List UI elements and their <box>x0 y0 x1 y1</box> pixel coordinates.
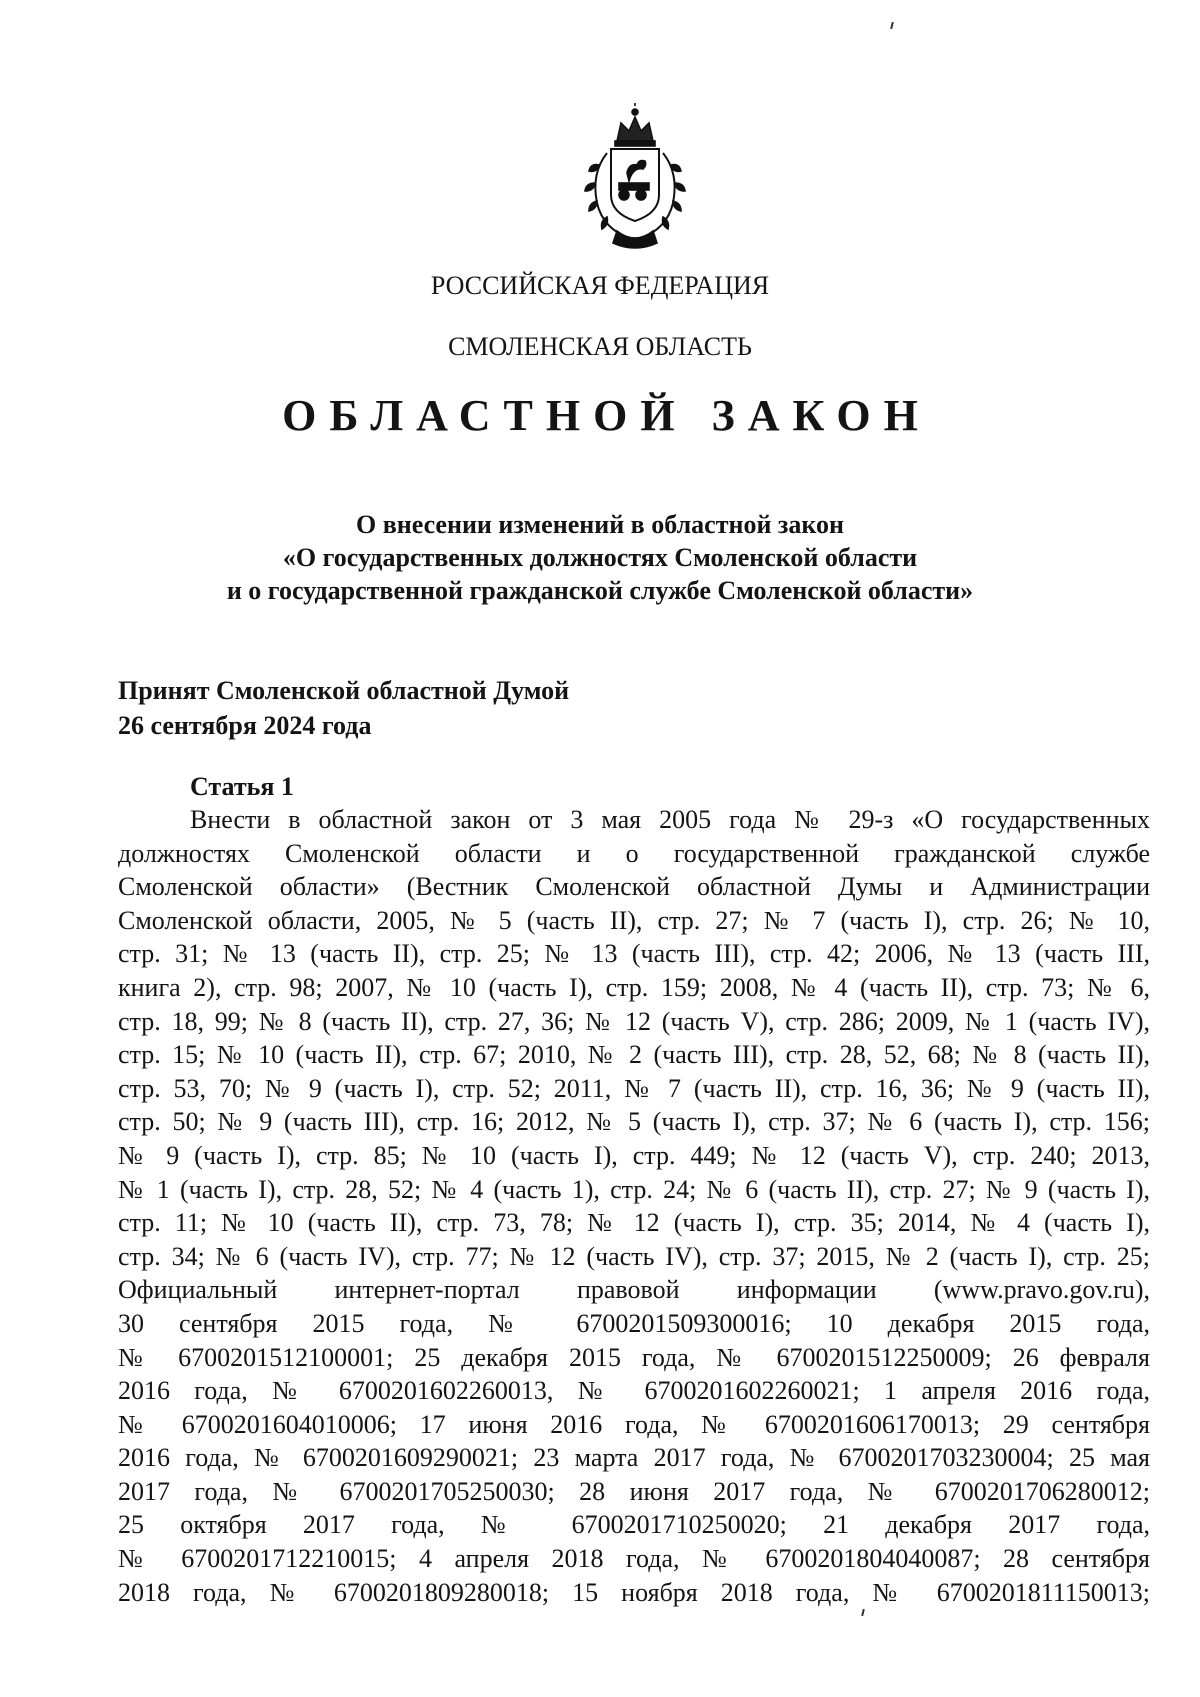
region-heading: СМОЛЕНСКАЯ ОБЛАСТЬ <box>448 332 752 361</box>
article-text-line: стр. 18, 99; № 8 (часть II), стр. 27, 36; № 12 (часть V), стр. 286; 2009, № 1 (часть IV), <box>118 1006 1150 1036</box>
article-text-line: стр. 11; № 10 (часть II), стр. 73, 78; № 12 (часть I), стр. 35; 2014, № 4 (часть I), <box>118 1208 1150 1238</box>
document-type-heading: ОБЛАСТНОЙ ЗАКОН <box>282 391 931 440</box>
article-text-line: 25 октября 2017 года, № 6700201710250020; 21 декабря 2017 года, <box>118 1510 1150 1540</box>
adoption-date: 26 сентября 2024 года <box>118 711 372 740</box>
article-heading: Статья 1 <box>190 772 294 801</box>
article-text-line: Смоленской области, 2005, № 5 (часть II), стр. 27; № 7 (часть I), стр. 26; № 10, <box>118 905 1150 935</box>
article-text-line: № 6700201712210015; 4 апреля 2018 года, № 6700201804040087; 28 сентября <box>118 1544 1150 1574</box>
country-heading: РОССИЙСКАЯ ФЕДЕРАЦИЯ <box>430 271 770 300</box>
article-text-line: должностях Смоленской области и о государственной гражданской службе <box>118 838 1150 868</box>
article-text-line: 2016 года, № 6700201609290021; 23 марта 2017 года, № 6700201703230004; 25 мая <box>118 1443 1150 1473</box>
article-text-line: 30 сентября 2015 года, № 6700201509300016; 10 декабря 2015 года, <box>118 1308 1150 1338</box>
article-text-line: книга 2), стр. 98; 2007, № 10 (часть I), стр. 159; 2008, № 4 (часть II), стр. 73; № 6, <box>118 972 1150 1002</box>
article-text-line: стр. 15; № 10 (часть II), стр. 67; 2010, № 2 (часть III), стр. 28, 52, 68; № 8 (часть II), <box>118 1040 1150 1070</box>
article-text-line: 2017 года, № 6700201705250030; 28 июня 2017 года, № 6700201706280012; <box>118 1476 1150 1506</box>
law-title-line: и о государственной гражданской службе Смоленской области» <box>226 576 974 605</box>
article-text-line: № 9 (часть I), стр. 85; № 10 (часть I), стр. 449; № 12 (часть V), стр. 240; 2013, <box>118 1140 1150 1170</box>
adoption-note <box>118 673 569 743</box>
article-text-line: № 6700201604010006; 17 июня 2016 года, № 6700201606170013; 29 сентября <box>118 1409 1150 1439</box>
article-text-line: стр. 53, 70; № 9 (часть I), стр. 52; 2011, № 7 (часть II), стр. 16, 36; № 9 (часть II), <box>118 1073 1150 1103</box>
article-text-line: Внести в областной закон от 3 мая 2005 года № 29-з «О государственных <box>190 805 1150 834</box>
law-title-line: О внесении изменений в областной закон <box>355 510 845 539</box>
coat-of-arms-emblem <box>577 103 693 253</box>
article-text-line: 2018 года, № 6700201809280018; 15 ноября 2018 года, № 6700201811150013; <box>118 1577 1150 1607</box>
article-text-line: Официальный интернет-портал правовой информации (www.pravo.gov.ru), <box>118 1275 1150 1305</box>
article-text-line: № 6700201512100001; 25 декабря 2015 года, № 6700201512250009; 26 февраля <box>118 1342 1150 1372</box>
article-text-line: стр. 50; № 9 (часть III), стр. 16; 2012, № 5 (часть I), стр. 37; № 6 (часть I), стр. 156; <box>118 1107 1150 1137</box>
law-title <box>0 508 1200 607</box>
scan-speck <box>890 22 894 29</box>
article-text-line: стр. 31; № 13 (часть II), стр. 25; № 13 (часть III), стр. 42; 2006, № 13 (часть III, <box>118 939 1150 969</box>
article-text-line: № 1 (часть I), стр. 28, 52; № 4 (часть 1), стр. 24; № 6 (часть II), стр. 27; № 9 (часть I), <box>118 1174 1150 1204</box>
article-text-line: стр. 34; № 6 (часть IV), стр. 77; № 12 (часть IV), стр. 37; 2015, № 2 (часть I), стр. 25; <box>118 1241 1150 1271</box>
scan-speck <box>861 1609 865 1616</box>
article-text-line: Смоленской области» (Вестник Смоленской областной Думы и Администрации <box>118 872 1150 902</box>
article-body <box>118 803 1150 1609</box>
article-text-line: 2016 года, № 6700201602260013, № 6700201602260021; 1 апреля 2016 года, <box>118 1376 1150 1406</box>
adoption-body: Принят Смоленской областной Думой <box>118 676 570 705</box>
law-title-line: «О государственных должностях Смоленской области <box>282 543 918 572</box>
